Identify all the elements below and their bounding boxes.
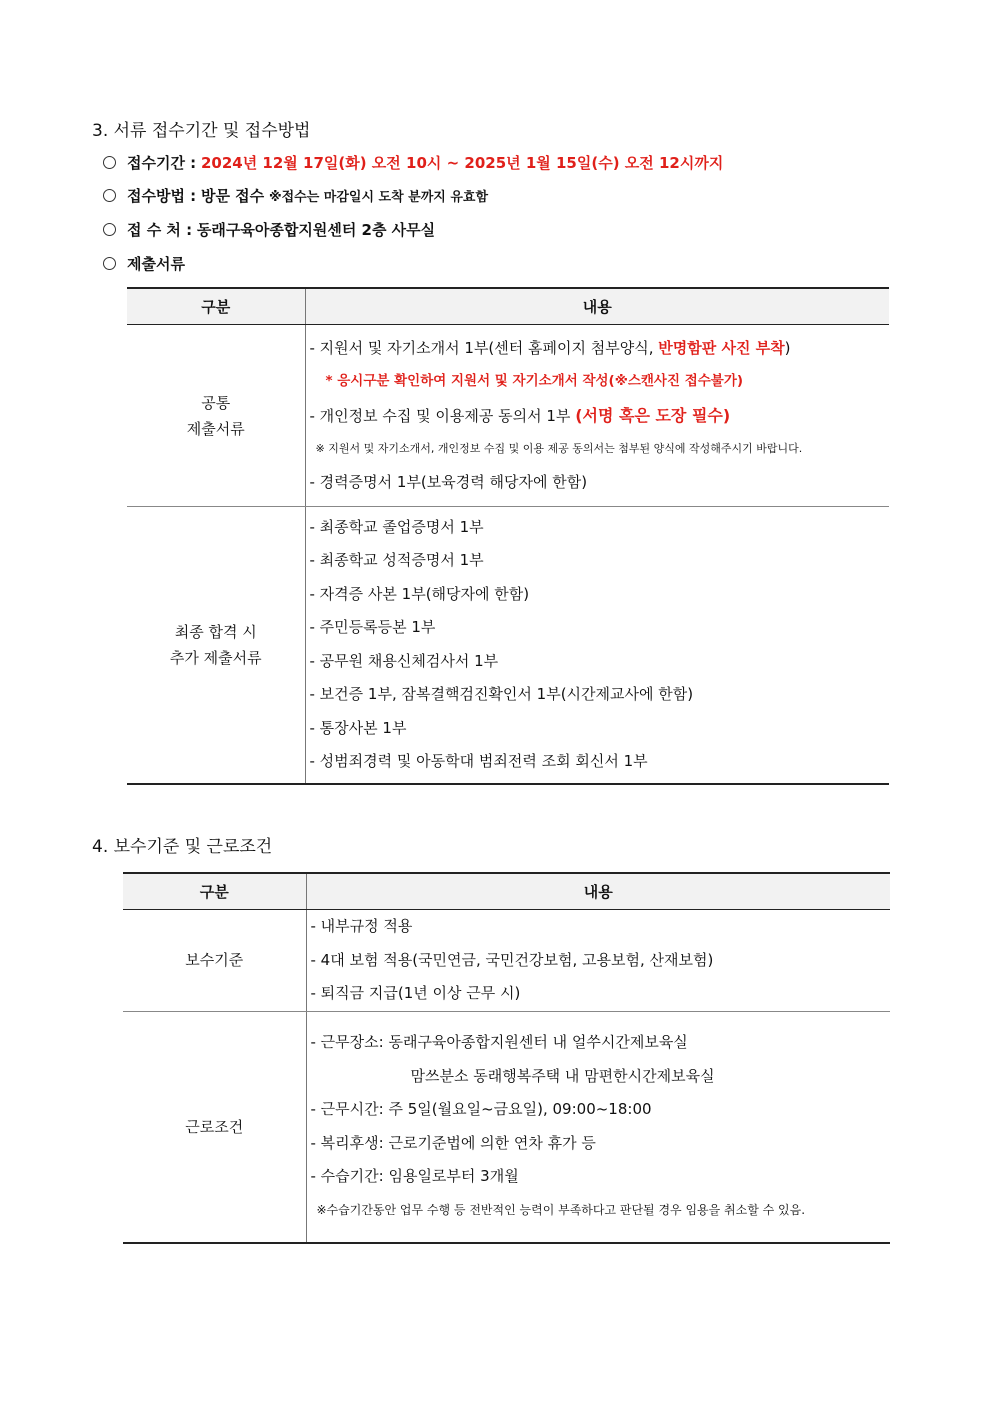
- table-row-final: [127, 507, 889, 784]
- work-place: - 근무장소: 동래구육아종합지원센터 내 얼쑤시간제보육실: [310, 1033, 688, 1052]
- table-row-pay: [123, 910, 890, 1012]
- final-label-line1: 최종 합격 시: [174, 622, 257, 641]
- common-label-line1: 공통: [201, 393, 231, 412]
- list-item: - 4대 보험 적용(국민연금, 국민건강보험, 고용보험, 산재보험): [310, 950, 714, 969]
- item1-suffix: ): [784, 338, 791, 357]
- item2-prefix: - 개인정보 수집 및 이용제공 동의서 1부: [309, 406, 576, 425]
- work-place-branch: 맘쓰분소 동래행복주택 내 맘편한시간제보육실: [410, 1066, 715, 1085]
- table-row-work: [123, 1011, 890, 1243]
- circle-bullet-icon: [103, 189, 116, 202]
- conditions-table: [123, 872, 890, 1244]
- note-red: * 응시구분 확인하여 지원서 및 자기소개서 작성(※스캔사진 접수불가): [325, 373, 744, 390]
- place-value: 동래구육아종합지원센터 2층 사무실: [196, 221, 436, 239]
- work-hours: - 근무시간: 주 5일(월요일~금요일), 09:00~18:00: [310, 1100, 652, 1119]
- method-value: 방문 접수: [200, 187, 265, 205]
- item1-prefix: - 지원서 및 자기소개서 1부(센터 홈페이지 첨부양식,: [309, 338, 659, 357]
- documents-table: [127, 287, 889, 785]
- final-content: [305, 507, 889, 784]
- method-note: ※접수는 마감일시 도착 분까지 유효함: [268, 190, 489, 205]
- final-label: [127, 507, 305, 784]
- place-label: 접 수 처 :: [127, 221, 193, 239]
- bullet-period: [103, 152, 723, 173]
- list-item: - 통장사본 1부: [309, 718, 407, 737]
- section4-title: 4. 보수기준 및 근로조건: [92, 837, 273, 857]
- method-label: 접수방법 :: [127, 187, 197, 205]
- circle-bullet-icon: [103, 156, 116, 169]
- section3-title: 3. 서류 접수기간 및 접수방법: [92, 121, 311, 141]
- work-welfare: - 복리후생: 근로기준법에 의한 연차 휴가 등: [310, 1133, 596, 1152]
- work-content: [306, 1011, 890, 1243]
- work-label: 근로조건: [123, 1011, 306, 1243]
- common-note: [306, 365, 890, 399]
- common-label: [127, 325, 305, 507]
- work-probation: - 수습기간: 임용일로부터 3개월: [310, 1167, 519, 1186]
- final-label-line2: 추가 제출서류: [169, 648, 262, 667]
- item2-red: (서명 혹은 도장 필수): [575, 405, 731, 425]
- pay-content: [306, 910, 890, 1012]
- list-item: - 최종학교 성적증명서 1부: [309, 551, 484, 570]
- common-label-line2: 제출서류: [186, 419, 245, 438]
- list-item: - 공무원 채용신체검사서 1부: [309, 651, 499, 670]
- list-item: - 자격증 사본 1부(해당자에 한함): [309, 584, 530, 603]
- common-small-note: ※ 지원서 및 자기소개서, 개인정보 수집 및 이용 제공 동의서는 첨부된 양식에 작성해주시기 바랍니다.: [315, 442, 803, 456]
- list-item: - 주민등록등본 1부: [309, 618, 436, 637]
- list-item: - 성범죄경력 및 아동학대 범죄전력 조회 회신서 1부: [309, 752, 648, 771]
- bullet-place: [103, 219, 435, 240]
- header-category: 구분: [123, 873, 306, 910]
- header-category: 구분: [127, 288, 305, 325]
- docs-label: 제출서류: [127, 255, 185, 273]
- circle-bullet-icon: [103, 257, 116, 270]
- pay-label: 보수기준: [123, 910, 306, 1012]
- period-value: 2024년 12월 17일(화) 오전 10시 ~ 2025년 1월 15일(수) 오전 12시까지: [200, 154, 724, 172]
- list-item: - 보건증 1부, 잠복결핵검진확인서 1부(시간제교사에 한함): [309, 685, 694, 704]
- common-item-career: - 경력증명서 1부(보육경력 해당자에 한함): [309, 472, 588, 491]
- list-item: - 내부규정 적용: [310, 917, 413, 935]
- bullet-method: [103, 185, 488, 206]
- header-content: 내용: [305, 288, 889, 325]
- header-content: 내용: [306, 873, 890, 910]
- list-item: - 퇴직금 지급(1년 이상 근무 시): [310, 984, 521, 1002]
- work-note: ※수습기간동안 업무 수행 등 전반적인 능력이 부족하다고 판단될 경우 임용을 취소할 수 있음.: [316, 1202, 806, 1217]
- common-item-consent: [306, 399, 890, 433]
- period-label: 접수기간 :: [127, 154, 197, 172]
- table-header-row: [127, 288, 889, 325]
- circle-bullet-icon: [103, 223, 116, 236]
- common-content: [305, 325, 889, 507]
- table-row-common: [127, 325, 889, 507]
- table-header-row: [123, 873, 890, 910]
- item1-red: 반명함판 사진 부착: [658, 338, 785, 357]
- list-item: - 최종학교 졸업증명서 1부: [309, 517, 484, 536]
- common-item-application: [306, 332, 890, 366]
- bullet-docs: [103, 253, 185, 274]
